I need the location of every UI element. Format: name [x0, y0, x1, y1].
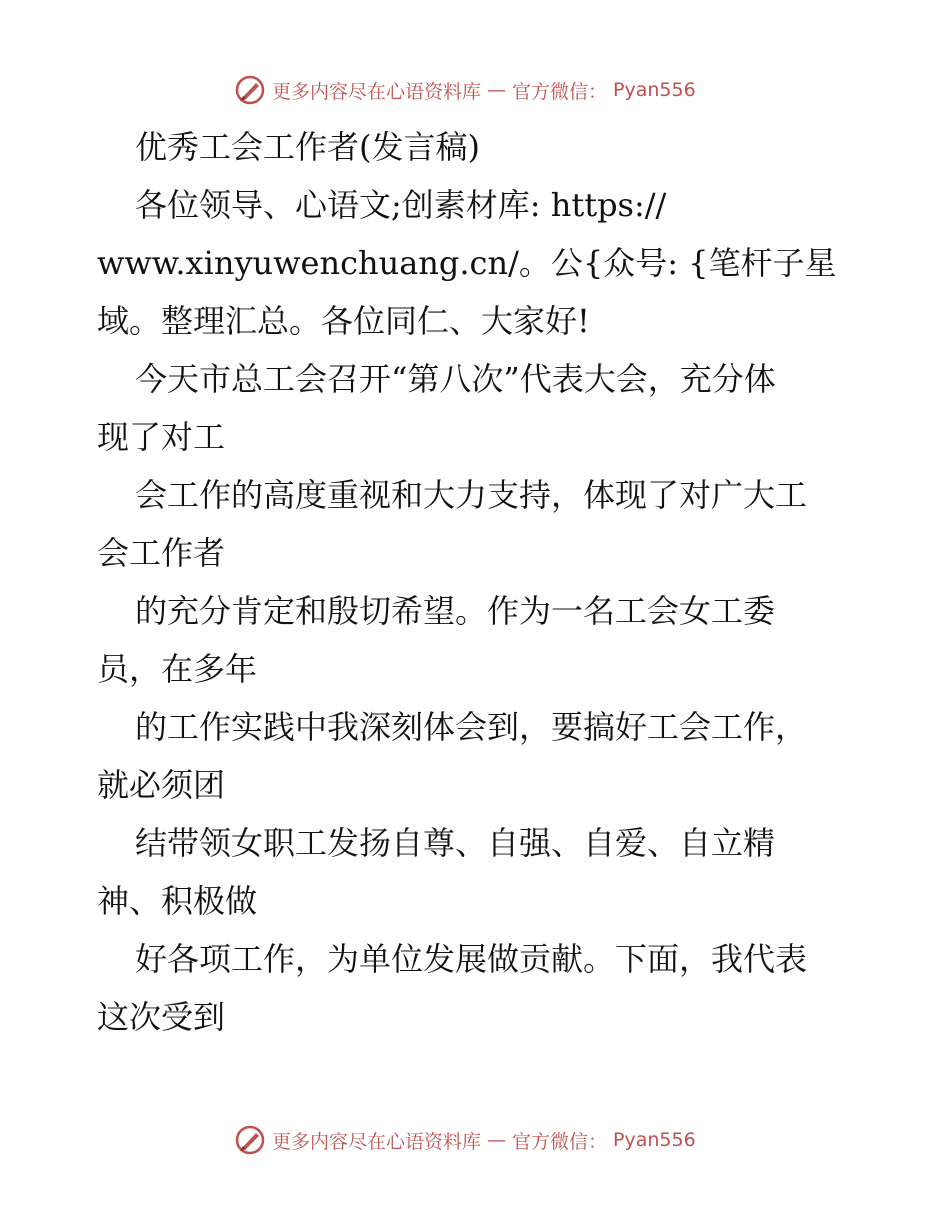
document-line: 各位领导、心语文;创素材库: https:// [135, 186, 667, 224]
document-line: 好各项工作，为单位发展做贡献。下面，我代表 [135, 940, 808, 978]
document-title: 优秀工会工作者(发言稿) [135, 128, 480, 166]
watermark-wechat-id: Pyan556 [613, 1129, 696, 1151]
document-line: 的充分肯定和殷切希望。作为一名工会女工委 [135, 592, 776, 630]
watermark-site-text: 更多内容尽在心语资料库 [272, 80, 482, 103]
document-line: 结带领女职工发扬自尊、自强、自爱、自立精 [135, 824, 776, 862]
watermark-dash: — [487, 1129, 507, 1151]
header-watermark [234, 73, 696, 107]
document-line: 神、积极做 [97, 882, 258, 920]
watermark-label: 官方微信： [512, 1130, 608, 1153]
document-line: 就必须团 [97, 766, 226, 804]
document-line: 现了对工 [97, 418, 226, 456]
watermark-label: 官方微信： [512, 80, 608, 103]
document-line: 的工作实践中我深刻体会到，要搞好工会工作， [135, 708, 808, 746]
watermark-wechat-id: Pyan556 [613, 79, 696, 101]
document-body [97, 118, 857, 1046]
document-line: 这次受到 [97, 998, 226, 1036]
document-line: 会工作的高度重视和大力支持，体现了对广大工 [135, 476, 808, 514]
pen-logo-icon [234, 1124, 266, 1156]
document-line: 员，在多年 [97, 650, 258, 688]
document-line: www.xinyuwenchuang.cn/。公{众号: {笔杆子星 [97, 244, 837, 282]
pen-logo-icon [234, 74, 266, 106]
document-line: 今天市总工会召开“第八次”代表大会，充分体 [135, 360, 776, 398]
document-line: 会工作者 [97, 534, 226, 572]
footer-watermark [234, 1123, 696, 1157]
watermark-dash: — [487, 79, 507, 101]
watermark-site-text: 更多内容尽在心语资料库 [272, 1130, 482, 1153]
document-line: 域。整理汇总。各位同仁、大家好! [97, 302, 590, 340]
